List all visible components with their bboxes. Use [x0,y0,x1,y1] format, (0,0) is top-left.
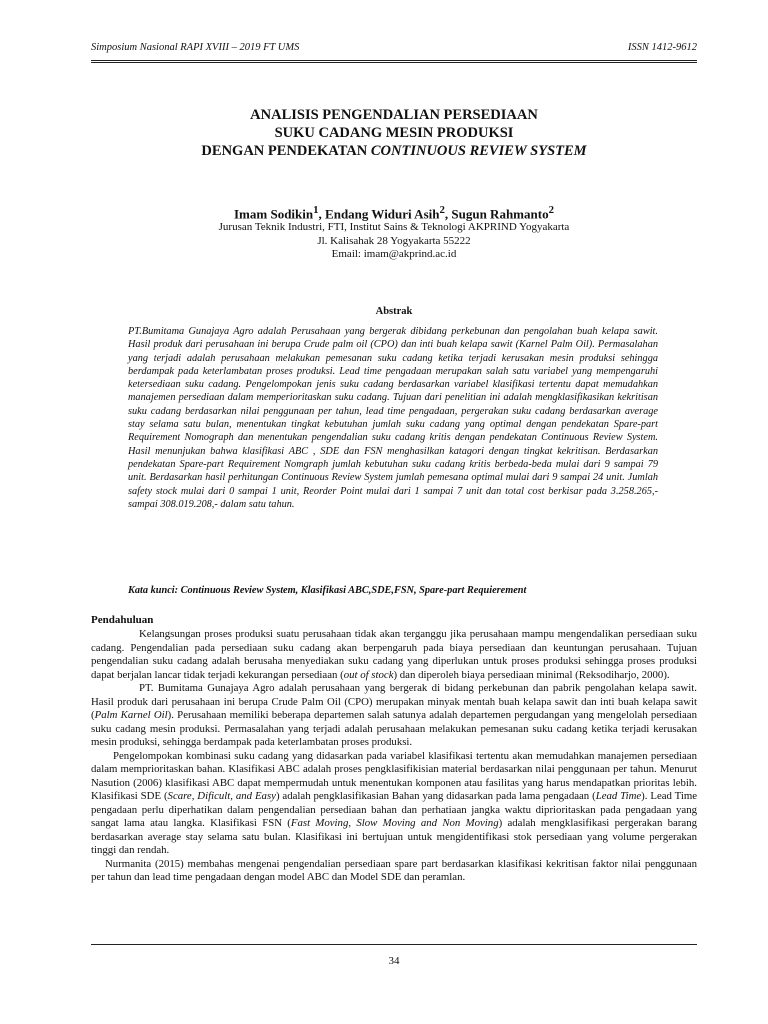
paragraph-2-text-a: PT. Bumitama Gunajaya Agro adalah perusahaan yang bergerak di bidang perkebunan dan pabrik pengolahan kelapa sawit. Hasil produk dari perusahaan ini berupa Crude Palm Oil (CPO) merupakan minyak mentah buah kelapa sawit dan inti buah kelapa sawit ( [91,682,697,721]
author-1-affil: 1 [313,204,319,216]
paragraph-3-italic-2: Lead Time [595,790,642,802]
title-line-1: ANALISIS PENGENDALIAN PERSEDIAAN [250,107,538,123]
affiliation-block [91,221,697,262]
section-heading-introduction: Pendahuluan [91,614,154,626]
paragraph-3-text-c: ). Lead Time pengadaan perlu diperhatikan dalam pengendalian persediaan bahan dan perhatiaan jangka waktu diprioritaskan pada pengadaan yang sangat lama atau langka. Klasifikasi FSN ( [91,790,698,829]
paragraph-3-text-a: Pengelompokan kombinasi suku cadang yang didasarkan pada variabel klasifikasi tertentu akan memudahkan manajemen persediaan dalam memprioritaskan bahan. Klasifikasi ABC adalah proses pengklasifikisian material berdasarkan nilai penggunaan per tahun. Menurut Nasution (2006) klasifikasi ABC dapat mempermudah untuk menentukan komponen atau fasilitas yang harus mendapatkan prioritas lebih. Klasifikasi SDE ( [91,749,697,802]
paper-title [91,106,697,160]
paragraph-3-italic-1: Scare, Dificult, and Easy [167,790,276,802]
affiliation-address: Jl. Kalisahak 28 Yogyakarta 55222 [317,234,471,247]
abstract-text: PT.Bumitama Gunajaya Agro adalah Perusahaan yang bergerak dibidang perkebunan dan pengolahan buah kelapa sawit. Hasil produk dari perusahaan ini berupa Crude palm oil (CPO) dan inti buah kelapa sawit (Karnel Palm Oil). Permasalahan yang terjadi adalah perusahaan melakukan pemesanan suku cadang ketika terjadi kerusakan mesin produksi sehingga berdampak pada keterlambatan proses produksi. Lead time pengadaan merupakan salah satu variabel yang mempengaruhi ketersediaan suku cadang. Pengelompokan jenis suku cadang berdasarkan variabel klasifikasi tertentu dapat memudahkan manajemen persediaan dalam memperioritaskan suku cadang. Tujuan dari penelitian ini adalah mengklasifikasikan kekritisan suku cadang berdasarkan nilai penggunaan per tahun, lead time pengadaan, pergerakan suku cadang berdasarkan average stay selama satu bulan, menentukan tingkat kebutuhan jumlah suku cadang yang optimal dengan pendekatan Spare-part Requirement Nomograph dan menentukan pengendalian suku cadang kritis dengan pendekatan Continuous Review System. Hasil menunjukan bahwa klasifikasi ABC , SDE dan FSN menghasilkan katagori dengan tingkat kekritisan. Berdasarkan pendekatan Spare-part Requirement Nomgraph jumlah kebutuhan suku cadang kritis berbeda-beda mulai dari 9 sampai 79 unit. Berdasarkan hasil perhitungan Continuous Review System jumlah pemesana optimal mulai dari 9 sampai 24 unit. Jumlah safety stock mulai dari 0 sampai 1 unit, Reorder Point mulai dari 1 sampai 7 unit dan total cost berkisar pada 3.258.265,- sampai 308.019.208,- dalam satu tahun. [128,326,658,510]
paragraph-3-italic-3: Fast Moving, Slow Moving and Non Moving [290,817,499,829]
paragraph-1 [91,628,697,682]
affiliation-institution: Jurusan Teknik Industri, FTI, Institut Sains & Teknologi AKPRIND Yogyakarta [218,221,570,233]
author-list [91,204,697,222]
abstract-heading: Abstrak [375,306,413,317]
paragraph-3-text-d: ) adalah mengklasifikasi pergerakan barang berdasarkan average stay selama satu bulan. Klasifikasi ini bertujuan untuk mengidentifikasi stok persediaan yang volume pergerakan tinggi dan rendah. [91,817,697,856]
author-3-affil: 2 [548,204,554,216]
running-header [91,42,697,53]
author-3: , Sugun Rahmanto [444,206,549,222]
author-2-affil: 2 [439,204,445,216]
paragraph-1-text-a: Kelangsungan proses produksi suatu perusahaan tidak akan terganggu jika perusahaan mampu mengendalikan persediaan suku cadang. Pengendalian pada persediaan suku cadang akan berpengaruh pada biaya persediaan dan keuntungan perusahaan. Tujuan pengendalian suku cadang adalah berusaha menyediakan suku cadang yang diperlukan untuk proses produksi sehingga proses produksi dapat berjalan lancar tidak terjadi kekurangan persediaan ( [91,628,697,681]
paragraph-3-text-b: ) adalah pengklasifikasian Bahan yang didasarkan pada lama pengadaan ( [275,790,596,802]
paragraph-1-italic: out of stock [343,668,394,681]
header-rule [91,60,697,61]
header-rule-double [91,62,697,63]
paragraph-3 [91,750,697,858]
title-line-2: SUKU CADANG MESIN PRODUKSI [274,125,514,141]
affiliation-email: Email: imam@akprind.ac.id [331,248,457,260]
footer-rule [91,944,697,945]
header-conference: Simposium Nasional RAPI XVIII – 2019 FT UMS [91,42,300,53]
title-line-3 [91,142,697,160]
title-line-3-plain: DENGAN PENDEKATAN [201,143,371,159]
author-2: , Endang Widuri Asih [318,206,440,222]
title-line-3-italic: CONTINUOUS REVIEW SYSTEM [370,143,587,159]
paragraph-2-italic: Palm Karnel Oil [94,709,168,721]
paragraph-2-text-b: ). Perusahaan memiliki beberapa departemen salah satunya adalah departemen pergudangan yang mengelolah persediaan suku cadang mesin produksi. Permasalahan yang terjadi adalah perusahaan melakukan pemesanan suku cadang ketika terjadi kerusakan mesin produksi, sehingga berdampak pada keterlambatan proses produksi. [91,709,697,748]
paragraph-1-text-b: ) dan diperoleh biaya persediaan minimal (Reksodiharjo, 2000). [393,668,670,681]
keywords: Kata kunci: Continuous Review System, Klasifikasi ABC,SDE,FSN, Spare-part Requierement [128,585,527,596]
paragraph-2 [91,682,697,750]
page-number: 34 [388,955,400,967]
introduction-body [91,628,697,885]
header-issn: ISSN 1412-9612 [627,42,697,53]
author-1: Imam Sodikin [234,206,314,222]
paragraph-4: Nurmanita (2015) membahas mengenai pengendalian persediaan spare part berdasarkan klasifikasi kekritisan faktor nilai penggunaan per tahun dan lead time pengadaan dengan model ABC dan Model SDE dan peramlan. [91,857,697,883]
